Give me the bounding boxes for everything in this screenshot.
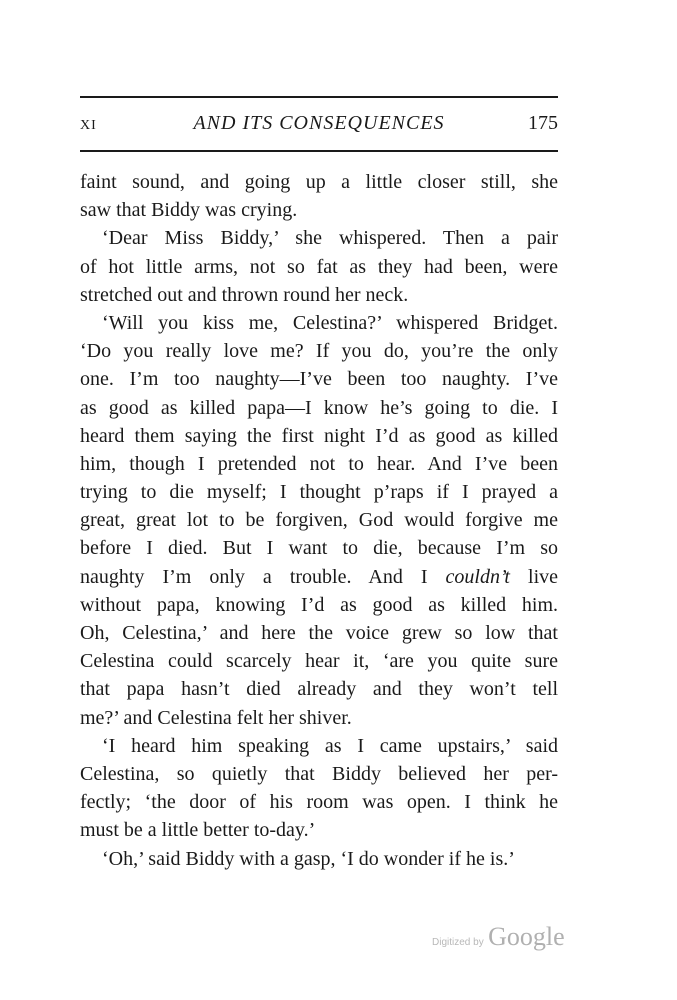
text-line: faint sound, and going up a little closer still, she: [80, 171, 558, 193]
text-line: that papa hasn’t died already and they won’t tell: [80, 678, 558, 701]
text-line: ‘Oh,’ said Biddy with a gasp, ‘I do wonder if he is.’: [102, 847, 515, 870]
watermark-prefix: Digitized by: [432, 937, 484, 948]
text-line: before I died. But I want to die, because I’m so: [80, 537, 558, 560]
body-text: [80, 168, 558, 873]
text-line: trying to die myself; I thought p’raps if I prayed a: [80, 481, 558, 504]
text-line: ‘Will you kiss me, Celestina?’ whispered Bridget.: [102, 311, 558, 334]
text-line: one. I’m too naughty—I’ve been too naughty. I’ve: [80, 368, 558, 391]
text-line: Oh, Celestina,’ and here the voice grew so low that: [80, 622, 558, 644]
text-line: him, though I pretended not to hear. And I’ve been: [80, 452, 558, 475]
text-line: must be a little better to-day.’: [80, 819, 316, 842]
header-bottom-rule: [80, 150, 558, 152]
text-line: stretched out and thrown round her neck.: [80, 283, 409, 306]
page-number: 175: [528, 112, 558, 134]
text-line: ‘I heard him speaking as I came upstairs,’ said: [102, 734, 558, 757]
text-line: ‘Dear Miss Biddy,’ she whispered. Then a pair: [102, 227, 558, 250]
chapter-number: xi: [80, 112, 97, 134]
text-line: Celestina could scarcely hear it, ‘are you quite sure: [80, 650, 558, 673]
text-line: me?’ and Celestina felt her shiver.: [80, 706, 352, 729]
text-line: ‘Do you really love me? If you do, you’re the only: [80, 340, 558, 363]
text-line: heard them saying the first night I’d as good as killed: [80, 424, 558, 447]
running-header: [80, 110, 558, 140]
text-line: fectly; ‘the door of his room was open. I think he: [80, 791, 558, 814]
text-line: Celestina, so quietly that Biddy believed her per-: [80, 762, 558, 785]
text-line: great, great lot to be forgiven, God would forgive me: [80, 509, 558, 532]
text-line: of hot little arms, not so fat as they had been, were: [80, 255, 558, 278]
text-line: as good as killed papa—I know he’s going to die. I: [80, 396, 558, 419]
header-top-rule: [80, 96, 558, 98]
digitized-watermark: [432, 922, 565, 952]
emphasized-word: couldn’t: [445, 565, 510, 588]
text-segment: naughty I’m only a trouble. And I: [80, 565, 428, 588]
watermark-brand: Google: [488, 922, 565, 951]
running-title: AND ITS CONSEQUENCES: [193, 112, 445, 134]
text-line: [80, 563, 558, 591]
text-segment: live: [528, 565, 559, 588]
text-line: saw that Biddy was crying.: [80, 199, 298, 222]
text-line: without papa, knowing I’d as good as killed him.: [80, 593, 558, 616]
